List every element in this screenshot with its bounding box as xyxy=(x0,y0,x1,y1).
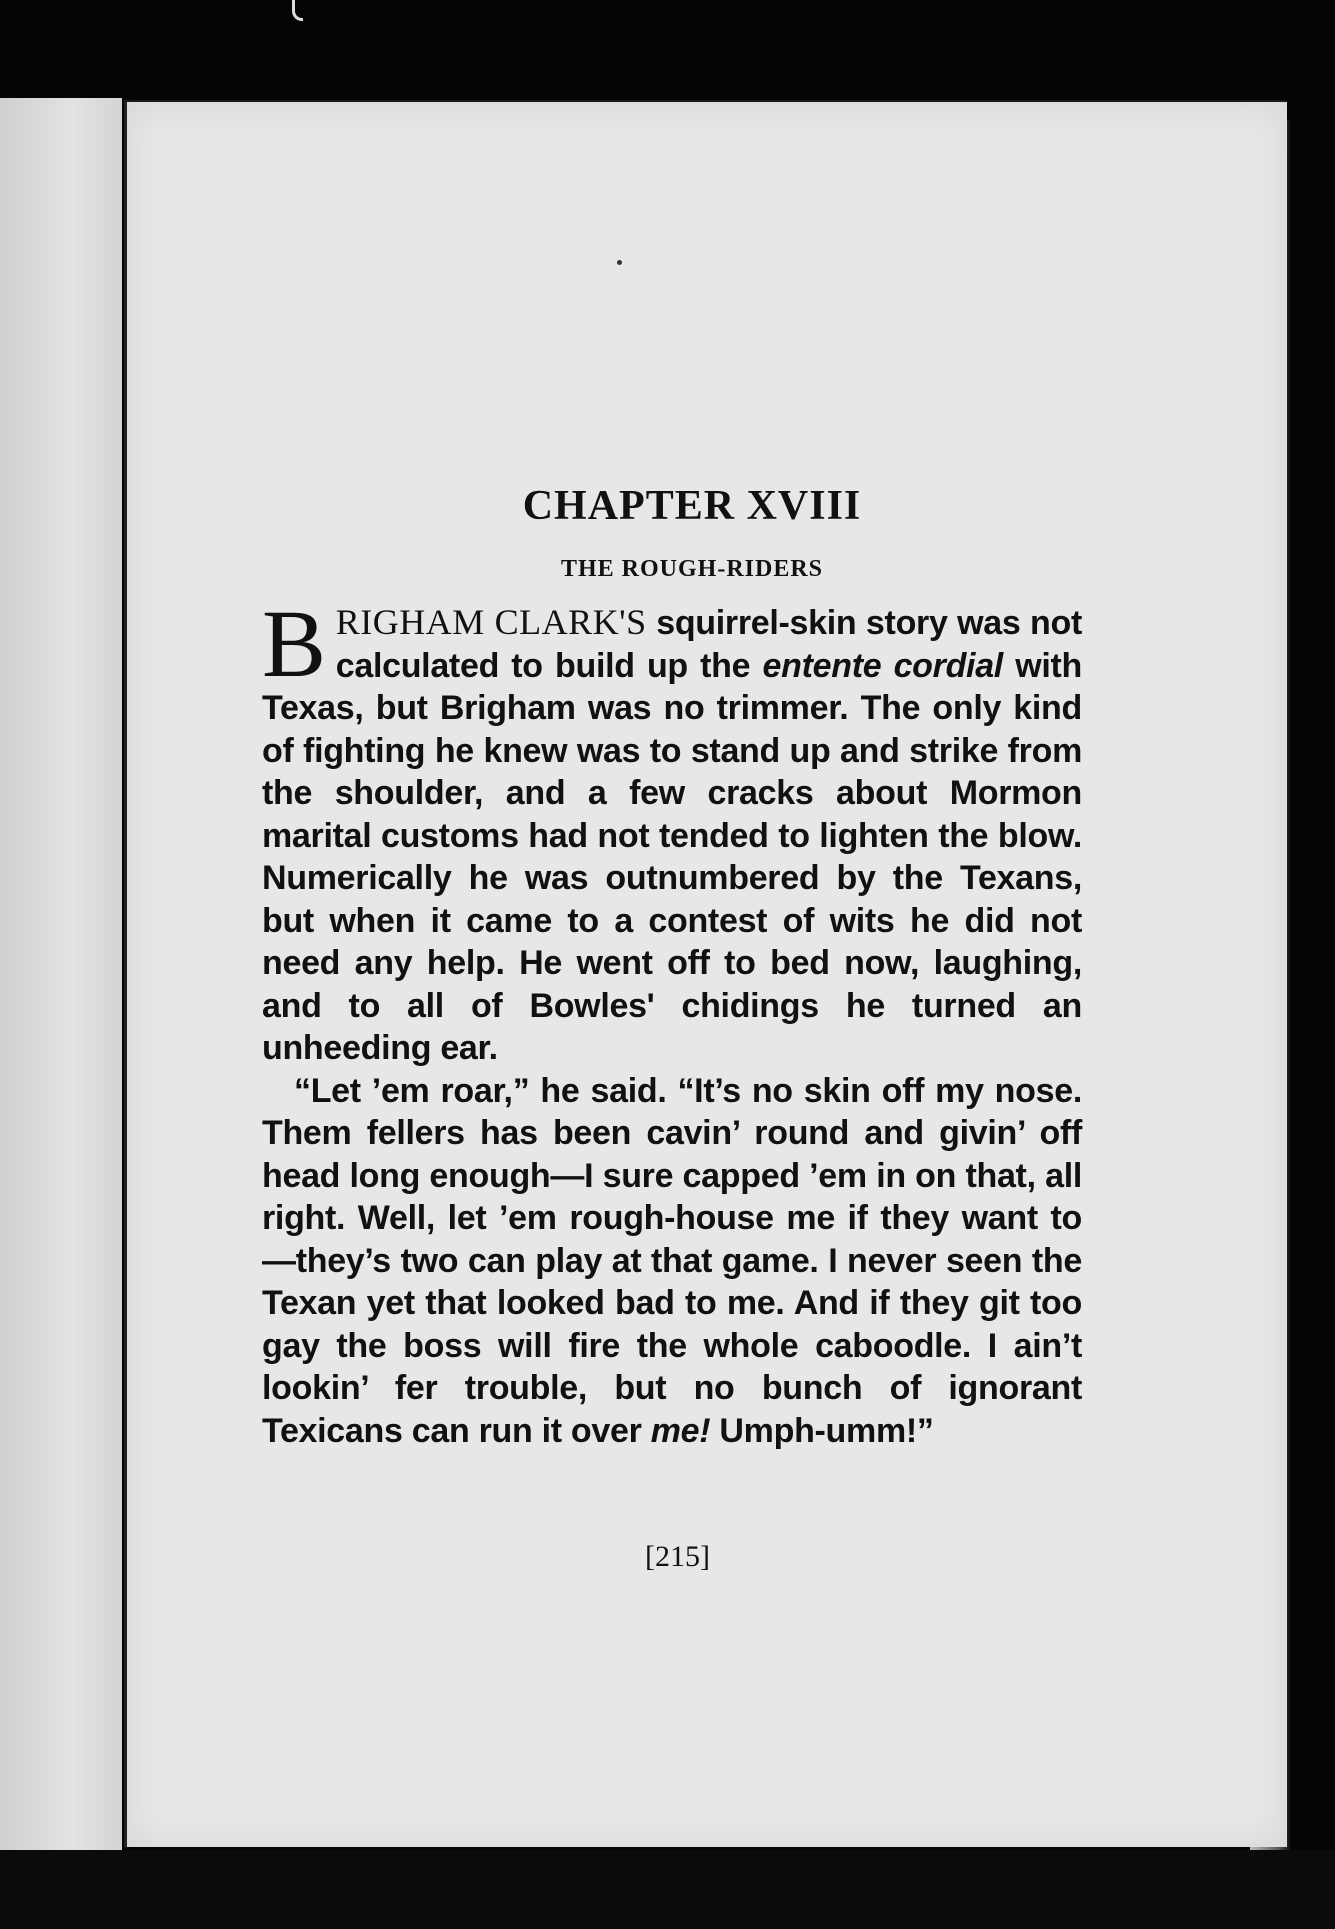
paragraph-2-text-a: “Let ’em roar,” he said. “It’s no skin off my nose. Them fellers has been cavin’ round and givin’ off head long enough—I sure capped ’em in on that, all right. Well, let ’em rough-house me if they want to—they’s two can play at that game. I never seen the Texan yet that looked bad to me. And if they git too gay the boss will fire the whole caboodle. I ain’t lookin’ fer trouble, but no bunch of ignorant Texicans can run it over xyxy=(262,1071,1082,1450)
paragraph-1 xyxy=(262,590,1083,1070)
paragraph-1-text-b: with Texas, but Brigham was no trimmer. The only kind of fighting he knew was to stand up and strike from the shoulder, and a few cracks about Mormon marital customs had not tended to lighten the blow. Numerically he was outnumbered by the Texans, but when it came to a contest of wits he did not need any help. He went off to bed now, laughing, and to all of Bowles' chidings he turned an unheeding ear. xyxy=(262,646,1083,1068)
paper-speck xyxy=(617,260,622,265)
page-text xyxy=(262,482,1082,1452)
chapter-title: THE ROUGH-RIDERS xyxy=(560,556,824,583)
drop-cap: B xyxy=(262,590,326,698)
scan-bottom-border xyxy=(0,1850,1335,1929)
lead-words: RIGHAM CLARK'S xyxy=(335,602,647,643)
paragraph-2 xyxy=(262,1070,1082,1453)
paragraph-2-italic: me! xyxy=(650,1411,711,1450)
paragraph-1-text-a: squirrel-skin story was not calculated to build up the xyxy=(335,604,1083,685)
facing-page-edge xyxy=(0,98,122,1918)
chapter-number: CHAPTER XVIII xyxy=(522,483,862,529)
paragraph-1-italic: entente cordial xyxy=(762,646,1003,685)
paragraph-2-text-b: Umph-umm!” xyxy=(710,1411,934,1450)
page-number: [215] xyxy=(645,1540,710,1573)
